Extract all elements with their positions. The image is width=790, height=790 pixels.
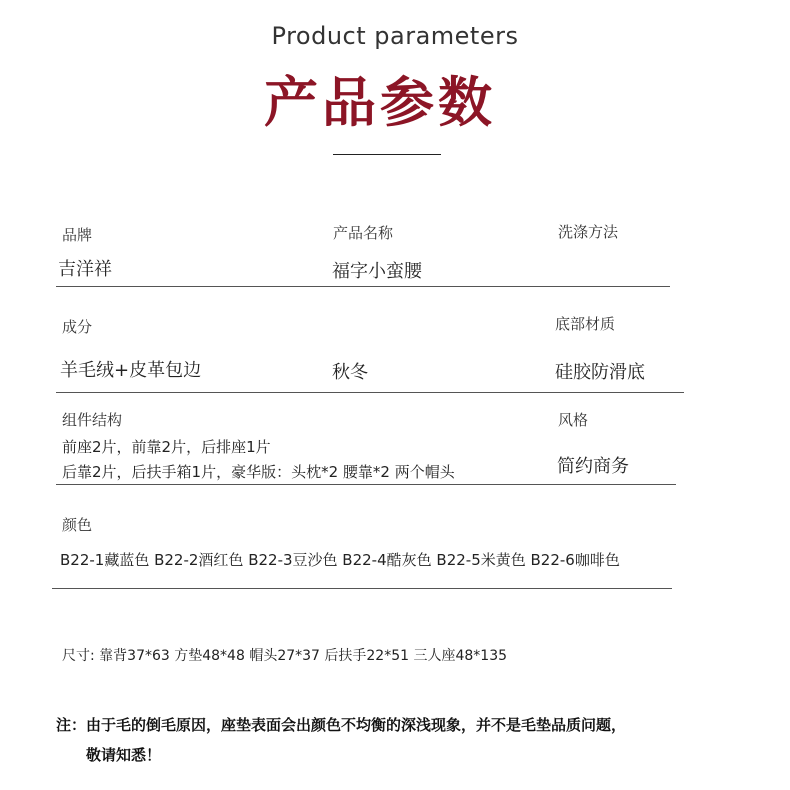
row-divider <box>56 392 684 393</box>
row-divider <box>56 484 676 485</box>
page-title: 产品参数 <box>264 71 496 134</box>
product-name-value: 福字小蛮腰 <box>332 261 422 282</box>
note-line-1: 注：由于毛的倒毛原因，座垫表面会出颜色不均衡的深浅现象，并不是毛垫品质问题， <box>56 716 627 734</box>
washing-method-label: 洗涤方法 <box>558 223 619 241</box>
components-label: 组件结构 <box>62 411 123 429</box>
note-line-2: 敬请知悉！ <box>86 746 162 764</box>
style-value: 简约商务 <box>557 456 629 477</box>
color-options: B22-1藏蓝色 B22-2酒红色 B22-3豆沙色 B22-4酷灰色 B22-5米黄色 B22-6咖啡色 <box>60 551 620 569</box>
composition-label: 成分 <box>62 318 93 336</box>
size-info: 尺寸: 靠背37*63 方垫48*48 帽头27*37 后扶手22*51 三人座48*135 <box>62 648 508 664</box>
composition-value: 羊毛绒+皮革包边 <box>60 360 202 381</box>
brand-value: 吉洋祥 <box>58 259 112 280</box>
title-divider <box>333 154 441 155</box>
components-line-2: 后靠2片，后扶手箱1片，豪华版：头枕*2 腰靠*2 两个帽头 <box>62 463 455 481</box>
brand-label: 品牌 <box>62 226 93 244</box>
components-line-1: 前座2片，前靠2片，后排座1片 <box>62 438 271 456</box>
subtitle: Product parameters <box>271 22 519 50</box>
bottom-material-value: 硅胶防滑底 <box>555 362 645 383</box>
color-label: 颜色 <box>62 516 93 534</box>
product-name-label: 产品名称 <box>333 224 394 242</box>
style-label: 风格 <box>558 411 589 429</box>
row-divider <box>52 588 672 589</box>
bottom-material-label: 底部材质 <box>555 315 616 333</box>
row-divider <box>56 286 670 287</box>
season-value: 秋冬 <box>332 362 368 383</box>
